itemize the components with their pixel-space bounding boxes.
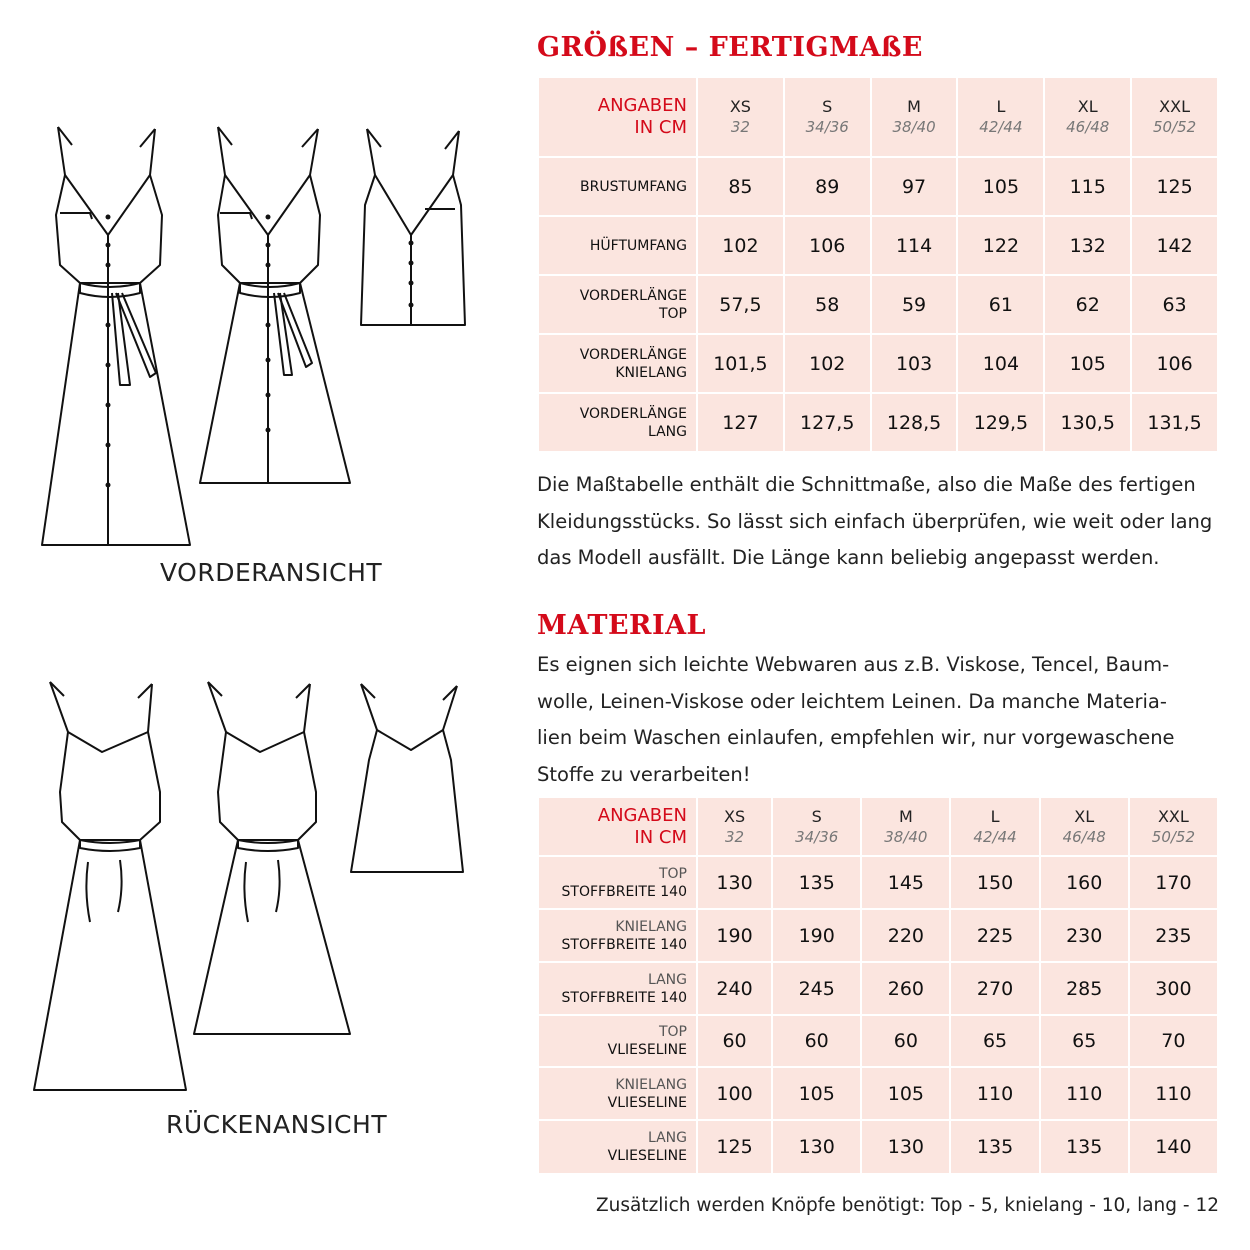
table-cell: 110 xyxy=(1041,1068,1128,1119)
table-cell: 101,5 xyxy=(698,335,783,392)
long-dress-back-drawing xyxy=(34,682,186,1090)
table-row xyxy=(539,394,1217,451)
table-cell: 225 xyxy=(951,910,1038,961)
table-cell: 105 xyxy=(862,1068,949,1119)
front-view-drawing xyxy=(20,115,510,555)
table-cell: 270 xyxy=(951,963,1038,1014)
table-cell: 135 xyxy=(951,1121,1038,1173)
table-cell: 89 xyxy=(785,158,870,215)
table-cell: 62 xyxy=(1045,276,1130,333)
table-cell: 105 xyxy=(1045,335,1130,392)
table-row xyxy=(539,963,1217,1014)
table-cell: 235 xyxy=(1130,910,1217,961)
table-cell: 105 xyxy=(958,158,1043,215)
material-col-l: L 42/44 xyxy=(951,798,1038,855)
table-cell: 102 xyxy=(785,335,870,392)
table-cell: 129,5 xyxy=(958,394,1043,451)
table-cell: 127 xyxy=(698,394,783,451)
material-description: Es eignen sich leichte Webwaren aus z.B. Viskose, Tencel, Baum- wolle, Leinen-Viskose oder leichtem Leinen. Da manche Materia- lien beim Waschen einlaufen, empfehlen wir, nur vorgewaschene Stoffe zu verarbeiten! xyxy=(537,653,1175,786)
front-view-label: VORDERANSICHT xyxy=(160,558,383,587)
table-cell: 135 xyxy=(773,857,860,908)
table-cell: 103 xyxy=(872,335,957,392)
sizes-col-m: M 38/40 xyxy=(872,78,957,156)
sizes-header-row xyxy=(539,78,1217,156)
table-cell: 60 xyxy=(862,1016,949,1066)
table-cell: 160 xyxy=(1041,857,1128,908)
table-cell: 102 xyxy=(698,217,783,274)
table-cell: 61 xyxy=(958,276,1043,333)
row-label: TOP VLIESELINE xyxy=(539,1016,696,1066)
table-row xyxy=(539,1121,1217,1173)
table-cell: 57,5 xyxy=(698,276,783,333)
row-label: HÜFTUMFANG xyxy=(539,217,696,274)
table-cell: 190 xyxy=(773,910,860,961)
table-cell: 59 xyxy=(872,276,957,333)
knee-dress-front-drawing xyxy=(200,127,350,483)
table-cell: 60 xyxy=(698,1016,771,1066)
table-cell: 97 xyxy=(872,158,957,215)
material-header-row xyxy=(539,798,1217,855)
sizes-description: Die Maßtabelle enthält die Schnittmaße, also die Maße des fertigen Kleidungsstücks. So lässt sich einfach überprüfen, wie weit oder lang das Modell ausfällt. Die Länge kann beliebig angepasst werden. xyxy=(537,473,1213,569)
knee-dress-back-drawing xyxy=(194,682,350,1034)
table-cell: 130 xyxy=(698,857,771,908)
table-cell: 260 xyxy=(862,963,949,1014)
table-row xyxy=(539,1068,1217,1119)
sizes-heading: GRÖßEN – FERTIGMAßE xyxy=(537,32,924,63)
table-cell: 110 xyxy=(1130,1068,1217,1119)
top-front-drawing xyxy=(361,129,465,325)
long-dress-front-drawing xyxy=(42,127,190,545)
table-cell: 58 xyxy=(785,276,870,333)
row-label: VORDERLÄNGE TOP xyxy=(539,276,696,333)
table-cell: 125 xyxy=(698,1121,771,1173)
table-cell: 128,5 xyxy=(872,394,957,451)
sizes-col-xl: XL 46/48 xyxy=(1045,78,1130,156)
table-cell: 130 xyxy=(862,1121,949,1173)
row-label: VORDERLÄNGE LANG xyxy=(539,394,696,451)
table-cell: 130,5 xyxy=(1045,394,1130,451)
table-cell: 131,5 xyxy=(1132,394,1217,451)
table-cell: 115 xyxy=(1045,158,1130,215)
table-row xyxy=(539,158,1217,215)
table-cell: 245 xyxy=(773,963,860,1014)
table-row xyxy=(539,276,1217,333)
table-row xyxy=(539,335,1217,392)
table-row xyxy=(539,1016,1217,1066)
table-cell: 65 xyxy=(1041,1016,1128,1066)
table-cell: 170 xyxy=(1130,857,1217,908)
sizes-corner-label: ANGABEN IN CM xyxy=(539,78,696,156)
table-cell: 104 xyxy=(958,335,1043,392)
back-view-label: RÜCKENANSICHT xyxy=(166,1110,388,1139)
table-cell: 105 xyxy=(773,1068,860,1119)
row-label: BRUSTUMFANG xyxy=(539,158,696,215)
table-cell: 65 xyxy=(951,1016,1038,1066)
material-col-s: S 34/36 xyxy=(773,798,860,855)
table-cell: 127,5 xyxy=(785,394,870,451)
table-cell: 60 xyxy=(773,1016,860,1066)
buttons-footnote: Zusätzlich werden Knöpfe benötigt: Top - 5, knielang - 10, lang - 12 xyxy=(595,1195,1219,1216)
table-cell: 110 xyxy=(951,1068,1038,1119)
table-cell: 130 xyxy=(773,1121,860,1173)
table-cell: 106 xyxy=(1132,335,1217,392)
table-cell: 63 xyxy=(1132,276,1217,333)
table-cell: 132 xyxy=(1045,217,1130,274)
table-cell: 230 xyxy=(1041,910,1128,961)
table-cell: 190 xyxy=(698,910,771,961)
table-cell: 300 xyxy=(1130,963,1217,1014)
top-back-drawing xyxy=(351,684,463,872)
table-cell: 140 xyxy=(1130,1121,1217,1173)
sizes-col-xxl: XXL 50/52 xyxy=(1132,78,1217,156)
table-cell: 135 xyxy=(1041,1121,1128,1173)
table-cell: 240 xyxy=(698,963,771,1014)
table-cell: 145 xyxy=(862,857,949,908)
row-label: KNIELANG VLIESELINE xyxy=(539,1068,696,1119)
back-view-drawing xyxy=(20,672,510,1102)
material-col-xxl: XXL 50/52 xyxy=(1130,798,1217,855)
material-col-xl: XL 46/48 xyxy=(1041,798,1128,855)
table-row xyxy=(539,857,1217,908)
table-cell: 114 xyxy=(872,217,957,274)
table-cell: 106 xyxy=(785,217,870,274)
table-row xyxy=(539,910,1217,961)
table-cell: 70 xyxy=(1130,1016,1217,1066)
material-col-xs: XS 32 xyxy=(698,798,771,855)
material-col-m: M 38/40 xyxy=(862,798,949,855)
row-label: VORDERLÄNGE KNIELANG xyxy=(539,335,696,392)
row-label: LANG VLIESELINE xyxy=(539,1121,696,1173)
sizes-col-s: S 34/36 xyxy=(785,78,870,156)
material-table xyxy=(537,796,1219,1175)
table-cell: 150 xyxy=(951,857,1038,908)
material-corner-label: ANGABEN IN CM xyxy=(539,798,696,855)
table-cell: 285 xyxy=(1041,963,1128,1014)
sizes-table xyxy=(537,76,1219,453)
table-cell: 142 xyxy=(1132,217,1217,274)
sizes-col-l: L 42/44 xyxy=(958,78,1043,156)
table-cell: 122 xyxy=(958,217,1043,274)
row-label: LANG STOFFBREITE 140 xyxy=(539,963,696,1014)
table-cell: 125 xyxy=(1132,158,1217,215)
table-cell: 100 xyxy=(698,1068,771,1119)
material-heading: MATERIAL xyxy=(537,610,707,641)
sizes-col-xs: XS 32 xyxy=(698,78,783,156)
table-row xyxy=(539,217,1217,274)
table-cell: 85 xyxy=(698,158,783,215)
table-cell: 220 xyxy=(862,910,949,961)
row-label: KNIELANG STOFFBREITE 140 xyxy=(539,910,696,961)
row-label: TOP STOFFBREITE 140 xyxy=(539,857,696,908)
illustrations-panel xyxy=(0,0,520,1250)
